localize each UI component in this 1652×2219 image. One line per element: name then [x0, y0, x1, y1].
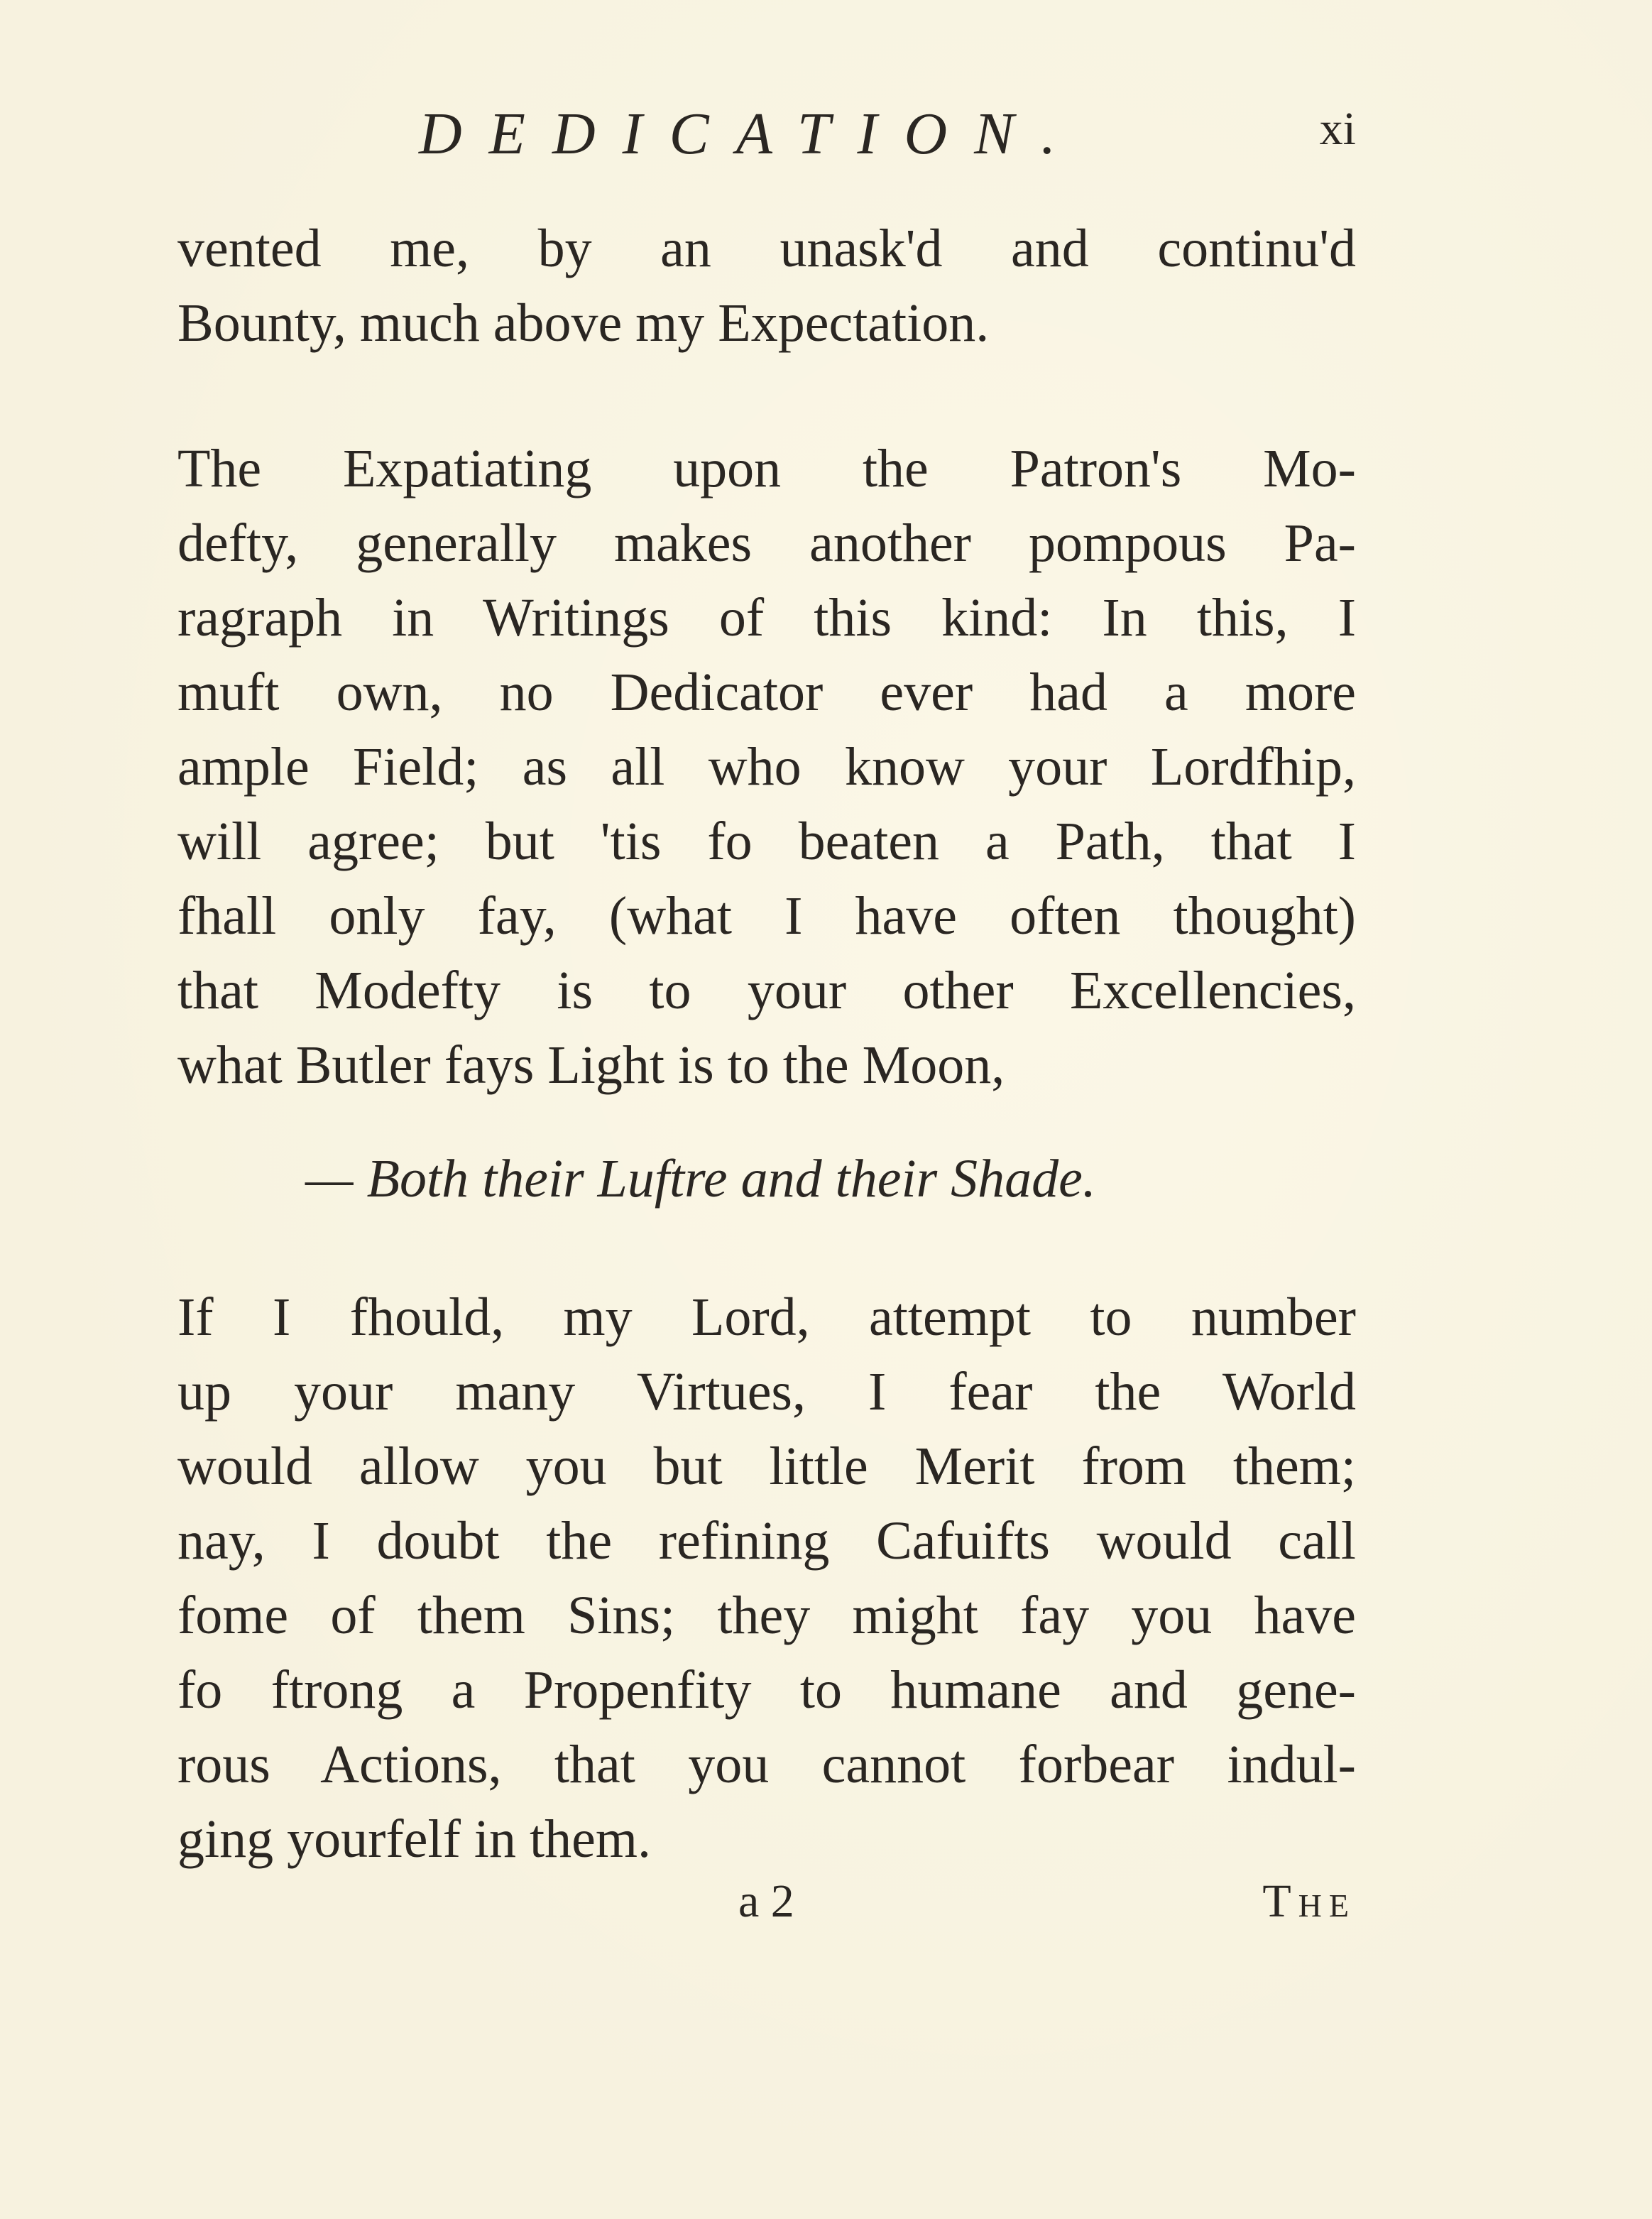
text-line: rous Actions, that you cannot forbear indul- [177, 1735, 1356, 1794]
text-line: what Butler fays Light is to the Moon, [177, 1035, 1005, 1095]
text-line: ample Field; as all who know your Lordfhip, [177, 737, 1356, 797]
text-line: will agree; but 'tis fo beaten a Path, that I [177, 812, 1356, 871]
text-line: If I fhould, my Lord, attempt to number [177, 1287, 1356, 1347]
text-line: ragraph in Writings of this kind: In this, I [177, 588, 1356, 648]
text-line: vented me, by an unask'd and continu'd [177, 219, 1356, 278]
text-line: that Modefty is to your other Excellencies, [177, 961, 1356, 1020]
text-line: muft own, no Dedicator ever had a more [177, 663, 1356, 722]
text-line: fhall only fay, (what I have often thought) [177, 886, 1356, 946]
page-number: xi [1319, 103, 1356, 155]
text-line: fome of them Sins; they might fay you have [177, 1586, 1356, 1645]
quotation: — Both their Luftre and their Shade. [305, 1149, 1096, 1209]
running-head: DEDICATION. [419, 101, 1083, 167]
text-line: fo ftrong a Propenfity to humane and gene- [177, 1660, 1356, 1720]
text-line: defty, generally makes another pompous Pa- [177, 513, 1356, 573]
catchword: The [1262, 1875, 1356, 1927]
page-header [177, 99, 1356, 178]
text-line: would allow you but little Merit from them; [177, 1436, 1356, 1496]
text-line: The Expatiating upon the Patron's Mo- [177, 439, 1356, 498]
text-line: Bounty, much above my Expectation. [177, 293, 990, 353]
text-line: nay, I doubt the refining Cafuifts would call [177, 1511, 1356, 1571]
text-line: ging yourfelf in them. [177, 1809, 651, 1869]
text-line: up your many Virtues, I fear the World [177, 1362, 1356, 1422]
signature-mark: a 2 [738, 1875, 794, 1927]
